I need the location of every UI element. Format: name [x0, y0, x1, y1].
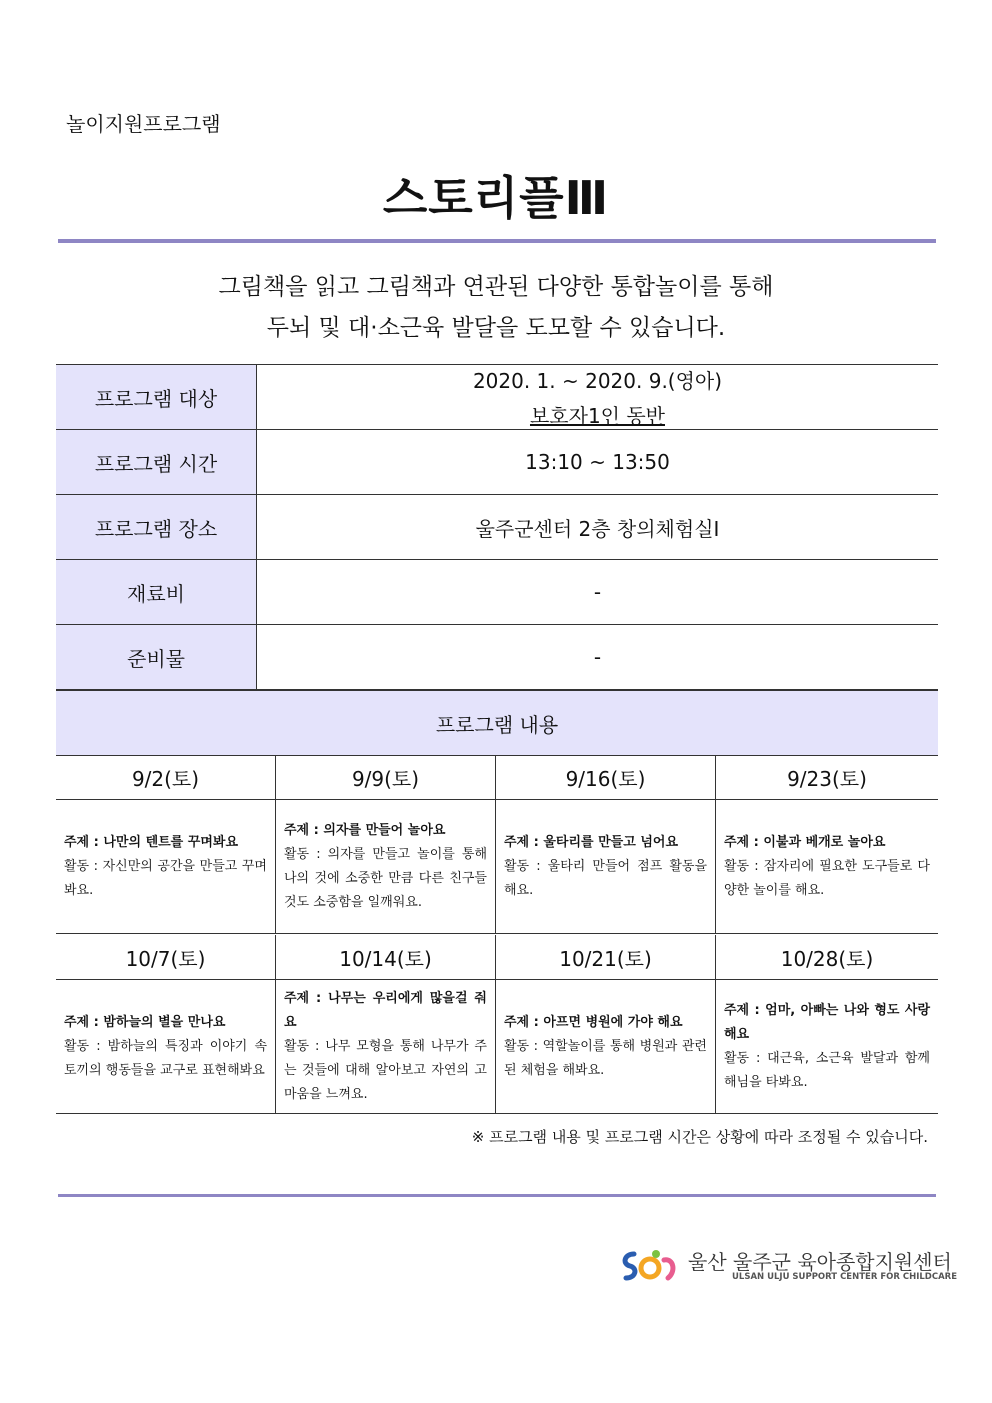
session-date: 10/28(토) [716, 935, 938, 980]
session-topic: 주제 : 의자를 만들어 놀아요 [284, 822, 446, 838]
session-topic: 주제 : 울타리를 만들고 넘어요 [504, 834, 678, 850]
time-value: 13:10 ~ 13:50 [257, 430, 939, 495]
session-detail [716, 980, 938, 1114]
intro-line-2: 두뇌 및 대·소근육 발달을 도모할 수 있습니다. [266, 315, 726, 341]
session-topic: 주제 : 밤하늘의 별을 만나요 [64, 1014, 226, 1030]
session-topic: 주제 : 엄마, 아빠는 나와 형도 사랑해요 [724, 1002, 930, 1042]
supplies-value: - [257, 625, 939, 690]
program-info-table [56, 364, 938, 690]
place-label: 프로그램 장소 [56, 495, 257, 560]
session-date: 10/21(토) [496, 935, 716, 980]
bottom-divider [58, 1194, 936, 1197]
session-detail [276, 800, 496, 934]
session-detail [496, 800, 716, 934]
org-logo-icon [620, 1246, 680, 1286]
session-detail [56, 980, 276, 1114]
info-row-fee [56, 560, 938, 625]
info-row-place [56, 495, 938, 560]
session-date: 9/9(토) [276, 755, 496, 800]
target-label: 프로그램 대상 [56, 365, 257, 430]
target-guardian: 보호자1인 동반 [529, 404, 665, 428]
schedule-dates-row-1 [56, 755, 938, 800]
session-activity: 활동 : 밤하늘의 특징과 이야기 속 토끼의 행동들을 교구로 표현해봐요 [64, 1038, 267, 1078]
session-detail [496, 980, 716, 1114]
info-row-time [56, 430, 938, 495]
fee-label: 재료비 [56, 560, 257, 625]
place-value: 울주군센터 2층 창의체험실Ⅰ [257, 495, 939, 560]
top-divider [58, 239, 936, 243]
session-detail [276, 980, 496, 1114]
session-activity: 활동 : 자신만의 공간을 만들고 꾸며 봐요. [64, 858, 267, 898]
page-title: 스토리플Ⅲ [382, 171, 610, 225]
info-row-supplies [56, 625, 938, 690]
session-detail [56, 800, 276, 934]
org-name-korean: 울산 울주군 육아종합지원센터 [688, 1250, 952, 1274]
session-topic: 주제 : 나무는 우리에게 많을걸 줘요 [284, 990, 487, 1030]
org-name-english: ULSAN ULJU SUPPORT CENTER FOR CHILDCARE [732, 1272, 958, 1282]
session-activity: 활동 : 울타리 만들어 점프 활동을 해요. [504, 858, 707, 898]
session-detail [716, 800, 938, 934]
schedule-details-row-1 [56, 800, 938, 934]
session-topic: 주제 : 아프면 병원에 가야 해요 [504, 1014, 683, 1030]
intro-line-1: 그림책을 읽고 그림책과 연관된 다양한 통합놀이를 통해 [218, 274, 774, 300]
session-date: 9/23(토) [716, 755, 938, 800]
session-date: 10/14(토) [276, 935, 496, 980]
session-activity: 활동 : 의자를 만들고 놀이를 통해 나의 것에 소중한 만큼 다른 친구들 것도 소중함을 일깨워요. [284, 846, 487, 910]
schedule-dates-row-2 [56, 935, 938, 980]
target-period: 2020. 1. ~ 2020. 9.(영아) [472, 369, 723, 393]
session-topic: 주제 : 이불과 베개로 놀아요 [724, 834, 886, 850]
session-topic: 주제 : 나만의 텐트를 꾸며봐요 [64, 834, 238, 850]
session-date: 9/16(토) [496, 755, 716, 800]
category-label: 놀이지원프로그램 [66, 112, 221, 136]
org-logo [620, 1244, 958, 1288]
session-activity: 활동 : 잠자리에 필요한 도구들로 다양한 놀이를 해요. [724, 858, 930, 898]
session-activity: 활동 : 역할놀이를 통해 병원과 관련된 체험을 해봐요. [504, 1038, 707, 1078]
session-date: 10/7(토) [56, 935, 276, 980]
target-value [257, 365, 939, 430]
content-heading: 프로그램 내용 [56, 690, 938, 756]
session-activity: 활동 : 대근육, 소근육 발달과 함께 해님을 타봐요. [724, 1050, 930, 1090]
session-date: 9/2(토) [56, 755, 276, 800]
time-label: 프로그램 시간 [56, 430, 257, 495]
schedule-details-row-2 [56, 980, 938, 1114]
session-activity: 활동 : 나무 모형을 통해 나무가 주는 것들에 대해 알아보고 자연의 고마움을 느껴요. [284, 1038, 487, 1102]
schedule-note: ※ 프로그램 내용 및 프로그램 시간은 상황에 따라 조정될 수 있습니다. [471, 1128, 928, 1146]
supplies-label: 준비물 [56, 625, 257, 690]
info-row-target [56, 365, 938, 430]
fee-value: - [257, 560, 939, 625]
